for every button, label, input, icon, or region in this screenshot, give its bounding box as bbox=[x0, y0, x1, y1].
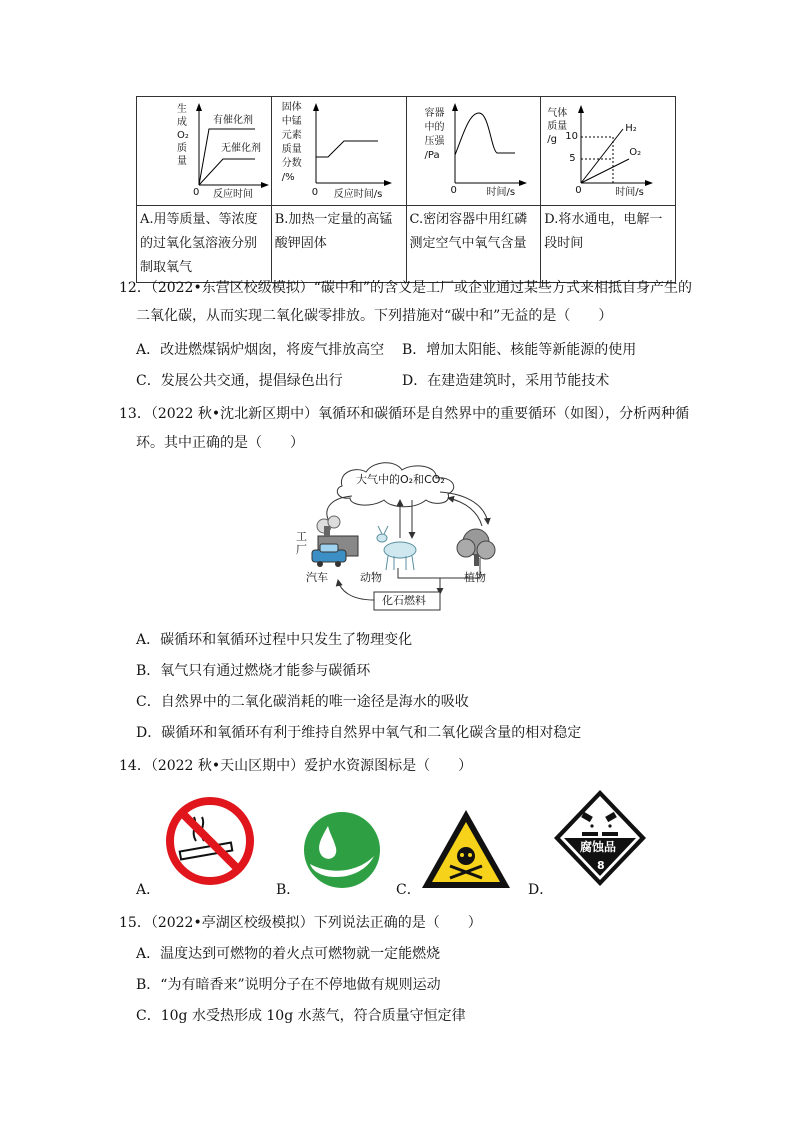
graph-b-ylabel: 固体 中锰 元素 质量 分数 /% bbox=[281, 102, 302, 183]
diagram-car-label: 汽车 bbox=[306, 571, 328, 584]
graph-c-origin: 0 bbox=[450, 185, 457, 196]
graph-cell-a bbox=[137, 97, 272, 206]
toxic-warning-icon bbox=[420, 808, 512, 890]
graph-d-xlabel: 时间/s bbox=[615, 187, 644, 198]
q14-option-d: D． bbox=[528, 882, 554, 898]
q14-option-c: C． bbox=[396, 882, 421, 898]
graph-d-tick-5: 5 bbox=[569, 153, 576, 164]
corrosive-sign bbox=[552, 788, 648, 888]
q13-option-a: A．碳循环和氧循环过程中只发生了物理变化 bbox=[136, 632, 413, 648]
graph-d-series-h2: H₂ bbox=[625, 123, 637, 134]
graph-a-ylabel: 生 成 O₂ 质 量 bbox=[177, 104, 189, 167]
q13-stem-line1: 13．（2022 秋•沈北新区期中）氧循环和碳循环是自然界中的重要循环（如图），分析两种循 bbox=[119, 406, 690, 422]
corrosive-text: 腐蚀品 bbox=[580, 840, 617, 854]
q14-option-b: B． bbox=[276, 882, 301, 898]
q15-stem-line1: 15．（2022•亭湖区校级模拟）下列说法正确的是（ ） bbox=[119, 915, 482, 931]
graph-cell-b bbox=[271, 97, 406, 206]
graph-c-caption: C.密闭容器中用红磷测定空气中氧气含量 bbox=[406, 206, 541, 283]
q14-option-a: A． bbox=[136, 882, 161, 898]
graph-a-curve-lower: 无催化剂 bbox=[221, 143, 261, 154]
graph-cell-d bbox=[541, 97, 676, 206]
graph-a-caption: A.用等质量、等浓度的过氧化氢溶液分别制取氧气 bbox=[137, 206, 272, 283]
q12-option-b: B．增加太阳能、核能等新能源的使用 bbox=[402, 342, 637, 358]
graph-a-curve-upper: 有催化剂 bbox=[213, 115, 253, 126]
diagram-factory-label: 工厂 bbox=[296, 530, 307, 556]
corrosive-icon bbox=[552, 788, 648, 888]
corrosive-number: 8 bbox=[597, 859, 605, 872]
q15-option-a: A．温度达到可燃物的着火点可燃物就一定能燃烧 bbox=[136, 946, 441, 962]
graph-b-caption: B.加热一定量的高锰酸钾固体 bbox=[271, 206, 406, 283]
q12-option-c: C．发展公共交通，提倡绿色出行 bbox=[136, 373, 343, 389]
graph-a-xlabel: 反应时间 bbox=[213, 189, 253, 200]
graph-b-xlabel: 反应时间/s bbox=[333, 189, 383, 200]
q12-option-a: A．改进燃煤锅炉烟囱，将废气排放高空 bbox=[136, 342, 385, 358]
graph-d-series-o2: O₂ bbox=[629, 147, 642, 158]
cycle-diagram bbox=[290, 458, 510, 618]
diagram-animal-label: 动物 bbox=[360, 571, 382, 584]
q13-stem-line2: 环。其中正确的是（ ） bbox=[136, 435, 304, 451]
graph-d-origin: 0 bbox=[575, 185, 582, 196]
graph-a-origin: 0 bbox=[193, 187, 200, 198]
graph-d-tick-10: 10 bbox=[565, 131, 578, 142]
q13-option-c: C．自然界中的二氧化碳消耗的唯一途径是海水的吸收 bbox=[136, 694, 469, 710]
diagram-plant-label: 植物 bbox=[464, 571, 486, 584]
q14-stem-line1: 14．（2022 秋•天山区期中）爱护水资源图标是（ ） bbox=[119, 758, 473, 774]
water-saving-icon bbox=[298, 812, 388, 890]
graph-c-ylabel: 容器 中的 压强 /Pa bbox=[424, 108, 445, 161]
graph-cell-c bbox=[406, 97, 541, 206]
graph-b-origin: 0 bbox=[311, 187, 319, 198]
graph-d-ylabel: 气体 质量 /g bbox=[547, 108, 568, 145]
graph-table bbox=[136, 96, 676, 283]
q12-stem-line2: 二氧化碳，从而实现二氧化碳零排放。下列措施对“碳中和”无益的是（ ） bbox=[136, 308, 613, 324]
no-smoking-icon bbox=[162, 797, 262, 885]
q12-stem-line1: 12．（2022•东营区校级模拟）“碳中和”的含义是工厂或企业通过某些方式来相抵自身产生的 bbox=[119, 280, 693, 296]
q15-option-c: C．10g 水受热形成 10g 水蒸气，符合质量守恒定律 bbox=[136, 1008, 466, 1024]
q13-option-b: B．氧气只有通过燃烧才能参与碳循环 bbox=[136, 663, 371, 679]
q12-option-d: D．在建造建筑时，采用节能技术 bbox=[402, 373, 610, 389]
diagram-cloud-label: 大气中的O₂和CO₂ bbox=[356, 473, 445, 486]
diagram-fuel-label: 化石燃料 bbox=[382, 594, 426, 607]
q13-option-d: D．碳循环和氧循环有利于维持自然界中氧气和二氧化碳含量的相对稳定 bbox=[136, 725, 582, 741]
graph-c-xlabel: 时间/s bbox=[486, 187, 516, 198]
q15-option-b: B．“为有暗香来”说明分子在不停地做有规则运动 bbox=[136, 977, 441, 993]
graph-d-caption: D.将水通电，电解一段时间 bbox=[541, 206, 676, 283]
